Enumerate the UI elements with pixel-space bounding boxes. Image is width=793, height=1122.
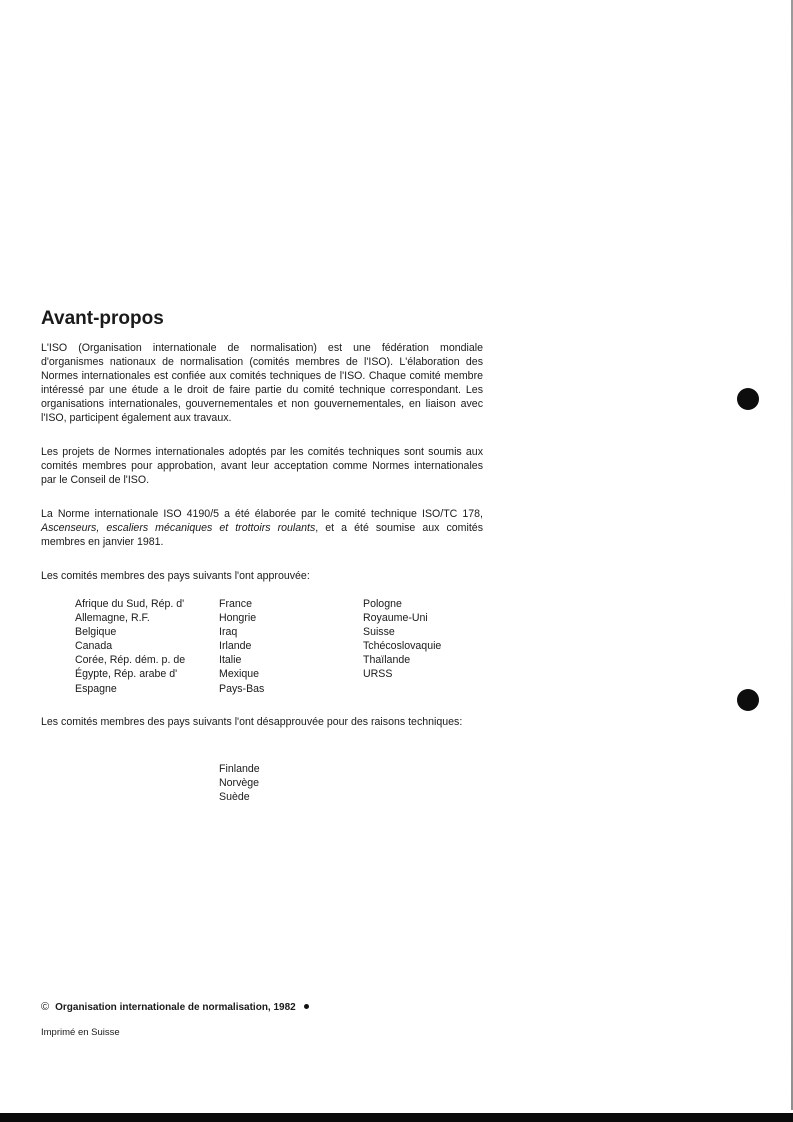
paragraph-standard-origin-end: , et a été soumise aux comités membres en janvier 1981. bbox=[41, 522, 483, 549]
paragraph-disapproved-intro: Les comités membres des pays suivants l'ont désapprouvée pour des raisons techniques: bbox=[41, 716, 463, 728]
country-item: Hongrie bbox=[219, 612, 257, 625]
printed-in-note: Imprimé en Suisse bbox=[41, 1027, 120, 1038]
country-item: Italie bbox=[219, 654, 242, 667]
margin-registration-dot-icon bbox=[737, 689, 759, 711]
approved-countries-column-1 bbox=[75, 597, 185, 696]
country-item: Thaïlande bbox=[363, 654, 411, 667]
scan-edge-bottom bbox=[0, 1113, 793, 1122]
approved-countries-column-3 bbox=[363, 597, 441, 682]
margin-registration-dot-icon bbox=[737, 388, 759, 410]
paragraph-iso-intro: L'ISO (Organisation internationale de normalisation) est une fédération mondiale d'organismes nationaux de normalisation (comités membres de l'ISO). L'élaboration des Normes internationales est confiée aux comités techniques de l'ISO. Chaque comité membre intéressé par une étude a le droit de faire partie du comité technique correspondant. Les organisations internationales, gouvernementales et non gouvernementales, en liaison avec l'ISO, participent également aux travaux. bbox=[41, 342, 483, 425]
country-item: Royaume-Uni bbox=[363, 612, 428, 625]
country-item: Mexique bbox=[219, 668, 260, 681]
paragraph-standard-origin-start: La Norme internationale ISO 4190/5 a été élaborée par le comité technique ISO/TC 178, bbox=[41, 508, 483, 520]
copyright-line bbox=[41, 1000, 309, 1015]
country-item: URSS bbox=[363, 668, 393, 681]
country-item: Norvège bbox=[219, 777, 260, 790]
country-item: Finlande bbox=[219, 763, 260, 775]
paragraph-approved-intro: Les comités membres des pays suivants l'ont approuvée: bbox=[41, 570, 310, 582]
country-item: Irlande bbox=[219, 640, 252, 653]
bullet-icon bbox=[304, 1004, 309, 1009]
country-item: Belgique bbox=[75, 626, 117, 639]
copyright-organisation: Organisation internationale de normalisation, 1982 bbox=[55, 1002, 296, 1013]
country-item: Pologne bbox=[363, 598, 402, 610]
committee-title: Ascenseurs, escaliers mécaniques et trottoirs roulants bbox=[41, 522, 316, 535]
country-item: Canada bbox=[75, 640, 113, 653]
disapproved-countries-list bbox=[219, 762, 260, 804]
country-item: Pays-Bas bbox=[219, 682, 265, 695]
country-item: Égypte, Rép. arabe d' bbox=[75, 668, 178, 681]
copyright-icon: © bbox=[41, 1001, 50, 1013]
country-item: Iraq bbox=[219, 626, 238, 639]
approved-countries-column-2 bbox=[219, 597, 264, 696]
country-item: Espagne bbox=[75, 682, 117, 695]
country-item: Suède bbox=[219, 791, 250, 804]
country-item: France bbox=[219, 598, 252, 610]
country-item: Tchécoslovaquie bbox=[363, 640, 442, 653]
country-item: Suisse bbox=[363, 626, 395, 639]
paragraph-approval-process: Les projets de Normes internationales adoptés par les comités techniques sont soumis aux comités membres pour approbation, avant leur acceptation comme Normes internationales par le Conseil de l'ISO. bbox=[41, 446, 483, 487]
page-heading: Avant-propos bbox=[41, 308, 164, 329]
country-item: Afrique du Sud, Rép. d' bbox=[75, 598, 185, 610]
country-item: Allemagne, R.F. bbox=[75, 612, 150, 625]
country-item: Corée, Rép. dém. p. de bbox=[75, 654, 186, 667]
paragraph-standard-origin bbox=[41, 507, 483, 549]
